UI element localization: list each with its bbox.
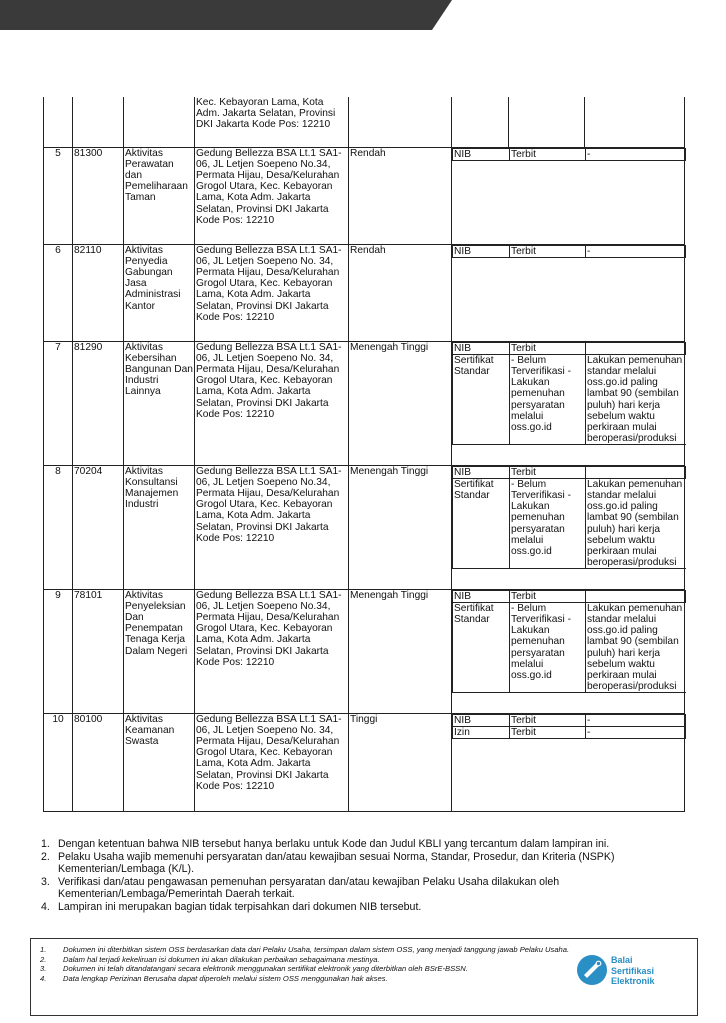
logo-line: Sertifikasi bbox=[611, 965, 655, 976]
kbli-title: Aktivitas Perawatan dan Pemeliharaan Taman bbox=[124, 147, 195, 244]
note-number: 3. bbox=[41, 875, 50, 888]
license-note: Lakukan pemenuhan standar melalui oss.go.id paling lambat 90 (sembilan puluh) hari kerja sebelum waktu perkiraan mulai beroperasi/produksi bbox=[586, 354, 686, 445]
notes-list bbox=[38, 838, 688, 914]
license-cell bbox=[452, 244, 685, 341]
license-note: - bbox=[586, 245, 686, 257]
kbli-code: 81300 bbox=[73, 147, 124, 244]
risk-level: Menengah Tinggi bbox=[349, 465, 452, 589]
kbli-code: 80100 bbox=[73, 713, 124, 811]
license-cell bbox=[452, 713, 685, 811]
license-row bbox=[453, 245, 686, 257]
kbli-title: Aktivitas Konsultansi Manajemen Industri bbox=[124, 465, 195, 589]
table-row bbox=[44, 97, 685, 147]
license-note: Lakukan pemenuhan standar melalui oss.go.id paling lambat 90 (sembilan puluh) hari kerja sebelum waktu perkiraan mulai beroperasi/produksi bbox=[586, 478, 686, 569]
kbli-title: Aktivitas Kebersihan Bangunan Dan Industri Lainnya bbox=[124, 341, 195, 465]
license-note: - bbox=[586, 726, 686, 738]
license-subtable bbox=[452, 590, 686, 694]
row-number: 10 bbox=[44, 713, 73, 811]
license-row bbox=[453, 354, 686, 445]
risk-level: Menengah Tinggi bbox=[349, 341, 452, 465]
license-note bbox=[586, 466, 686, 478]
kbli-title: Aktivitas Keamanan Swasta bbox=[124, 713, 195, 811]
license-type: Sertifikat Standar bbox=[453, 602, 510, 693]
row-number: 5 bbox=[44, 147, 73, 244]
license-note bbox=[586, 342, 686, 354]
row-number: 6 bbox=[44, 244, 73, 341]
footer-item bbox=[31, 955, 583, 965]
license-note: Lakukan pemenuhan standar melalui oss.go.id paling lambat 90 (sembilan puluh) hari kerja sebelum waktu perkiraan mulai beroperasi/produksi bbox=[586, 602, 686, 693]
business-address: Gedung Bellezza BSA Lt.1 SA1-06, JL Letjen Soepeno No. 34, Permata Hijau, Desa/Kelurahan Grogol Utara, Kec. Kebayoran Lama, Kota Adm. Jakarta Selatan, Provinsi DKI Jakarta Kode Pos: 12210 bbox=[195, 713, 349, 811]
footer-number: 2. bbox=[40, 954, 47, 964]
note-item bbox=[38, 851, 688, 876]
bsre-logo-icon bbox=[575, 953, 609, 987]
license-row bbox=[453, 342, 686, 354]
license-subtable bbox=[452, 714, 686, 739]
table-row bbox=[44, 713, 685, 811]
risk-level bbox=[349, 97, 452, 147]
note-number: 2. bbox=[41, 850, 50, 863]
kbli-title: Aktivitas Penyedia Gabungan Jasa Administrasi Kantor bbox=[124, 244, 195, 341]
license-cell bbox=[452, 465, 685, 589]
business-address: Gedung Bellezza BSA Lt.1 SA1-06, JL Letjen Soepeno No.34, Permata Hijau, Desa/Kelurahan Grogol Utara, Kec. Kebayoran Lama, Kota Adm. Jakarta Selatan, Provinsi DKI Jakarta Kode Pos: 12210 bbox=[195, 589, 349, 713]
business-address: Gedung Bellezza BSA Lt.1 SA1-06, JL Letjen Soepeno No. 34, Permata Hijau, Desa/Kelurahan Grogol Utara, Kec. Kebayoran Lama, Kota Adm. Jakarta Selatan, Provinsi DKI Jakarta Kode Pos: 12210 bbox=[195, 341, 349, 465]
license-status: Terbit bbox=[510, 245, 586, 257]
license-subtable bbox=[452, 148, 686, 161]
license-row bbox=[453, 714, 686, 726]
footer-text: Dokumen ini diterbitkan sistem OSS berdasarkan data dari Pelaku Usaha, tersimpan dalam sistem OSS, yang menjadi tanggung jawab Pelaku Usaha. bbox=[63, 945, 570, 954]
license-status: Terbit bbox=[510, 726, 586, 738]
risk-level: Rendah bbox=[349, 147, 452, 244]
license-type: NIB bbox=[453, 342, 510, 354]
row-number: 9 bbox=[44, 589, 73, 713]
license-cell bbox=[452, 147, 685, 244]
logo-line: Elektronik bbox=[611, 976, 655, 986]
license-status: - Belum Terverifikasi - Lakukan pemenuhan persyaratan melalui oss.go.id bbox=[510, 602, 586, 693]
table-row bbox=[44, 465, 685, 589]
business-address: Gedung Bellezza BSA Lt.1 SA1-06, JL Letjen Soepeno No. 34, Permata Hijau, Desa/Kelurahan Grogol Utara, Kec. Kebayoran Lama, Kota Adm. Jakarta Selatan, Provinsi DKI Jakarta Kode Pos: 12210 bbox=[195, 244, 349, 341]
license-subtable bbox=[452, 342, 686, 446]
license-subtable bbox=[452, 245, 686, 258]
license-row bbox=[453, 466, 686, 478]
logo-line: Balai bbox=[611, 955, 633, 965]
table-row bbox=[44, 147, 685, 244]
table-row bbox=[44, 341, 685, 465]
table-row bbox=[44, 244, 685, 341]
license-status bbox=[509, 97, 585, 147]
license-note: - bbox=[586, 148, 686, 160]
risk-level: Tinggi bbox=[349, 713, 452, 811]
license-status: Terbit bbox=[510, 342, 586, 354]
license-type: NIB bbox=[453, 714, 510, 726]
kbli-title bbox=[124, 97, 195, 147]
row-number: 8 bbox=[44, 465, 73, 589]
kbli-code: 82110 bbox=[73, 244, 124, 341]
bsre-logo bbox=[575, 953, 687, 997]
header-banner bbox=[0, 0, 726, 30]
license-row bbox=[453, 590, 686, 602]
risk-level: Menengah Tinggi bbox=[349, 589, 452, 713]
license-type: Izin bbox=[453, 726, 510, 738]
footer-item bbox=[31, 945, 583, 955]
license-cell bbox=[452, 589, 685, 713]
business-address: Gedung Bellezza BSA Lt.1 SA1-06, JL Letjen Soepeno No.34, Permata Hijau, Desa/Kelurahan Grogol Utara, Kec. Kebayoran Lama, Kota Adm. Jakarta Selatan, Provinsi DKI Jakarta Kode Pos: 12210 bbox=[195, 465, 349, 589]
note-number: 4. bbox=[41, 900, 50, 913]
license-status: - Belum Terverifikasi - Lakukan pemenuhan persyaratan melalui oss.go.id bbox=[510, 478, 586, 569]
license-note bbox=[586, 590, 686, 602]
license-type: NIB bbox=[453, 590, 510, 602]
license-type: Sertifikat Standar bbox=[453, 354, 510, 445]
license-type: NIB bbox=[453, 466, 510, 478]
license-status: Terbit bbox=[510, 148, 586, 160]
license-status: Terbit bbox=[510, 466, 586, 478]
footer-number: 3. bbox=[40, 964, 47, 974]
footer-item bbox=[31, 964, 583, 974]
kbli-code: 78101 bbox=[73, 589, 124, 713]
license-row bbox=[453, 478, 686, 569]
license-status: Terbit bbox=[510, 714, 586, 726]
license-row bbox=[453, 726, 686, 738]
bsre-logo-text bbox=[611, 955, 655, 987]
license-status: - Belum Terverifikasi - Lakukan pemenuhan persyaratan melalui oss.go.id bbox=[510, 354, 586, 445]
license-cell bbox=[452, 341, 685, 465]
banner-shape bbox=[0, 0, 452, 30]
note-item bbox=[38, 838, 688, 851]
footer-text: Dokumen ini telah ditandatangani secara elektronik menggunakan sertifikat elektronik yang diterbitkan oleh BSrE-BSSN. bbox=[63, 964, 468, 974]
license-type: NIB bbox=[453, 245, 510, 257]
kbli-code: 81290 bbox=[73, 341, 124, 465]
footer-text: Data lengkap Perizinan Berusaha dapat diperoleh melalui sistem OSS menggunakan hak akses. bbox=[63, 973, 388, 983]
license-subtable bbox=[452, 466, 686, 570]
note-item bbox=[38, 876, 688, 901]
note-item bbox=[38, 901, 688, 914]
license-type: NIB bbox=[453, 148, 510, 160]
business-address: Gedung Bellezza BSA Lt.1 SA1-06, JL Letjen Soepeno No.34, Permata Hijau, Desa/Kelurahan Grogol Utara, Kec. Kebayoran Lama, Kota Adm. Jakarta Selatan, Provinsi DKI Jakarta Kode Pos: 12210 bbox=[195, 147, 349, 244]
license-row bbox=[453, 602, 686, 693]
note-text: Lampiran ini merupakan bagian tidak terpisahkan dari dokumen NIB tersebut. bbox=[58, 900, 422, 913]
license-row bbox=[453, 148, 686, 160]
license-type: Sertifikat Standar bbox=[453, 478, 510, 569]
note-text: Dengan ketentuan bahwa NIB tersebut hanya berlaku untuk Kode dan Judul KBLI yang tercantum dalam lampiran ini. bbox=[58, 838, 610, 850]
business-address: Kec. Kebayoran Lama, Kota Adm. Jakarta Selatan, Provinsi DKI Jakarta Kode Pos: 12210 bbox=[195, 97, 349, 147]
note-text: Pelaku Usaha wajib memenuhi persyaratan dan/atau kewajiban sesuai Norma, Standar, Prosedur, dan Kriteria (NSPK) Kementerian/Lembaga (K/L). bbox=[58, 850, 615, 876]
footer-box bbox=[30, 938, 698, 1016]
kbli-code: 70204 bbox=[73, 465, 124, 589]
footer-number: 4. bbox=[40, 973, 47, 983]
table-row bbox=[44, 589, 685, 713]
license-type bbox=[452, 97, 509, 147]
license-note bbox=[585, 97, 685, 147]
license-status: Terbit bbox=[510, 590, 586, 602]
kbli-title: Aktivitas Penyeleksian Dan Penempatan Tenaga Kerja Dalam Negeri bbox=[124, 589, 195, 713]
footer-number: 1. bbox=[40, 945, 47, 954]
license-note: - bbox=[586, 714, 686, 726]
row-number: 7 bbox=[44, 341, 73, 465]
note-text: Verifikasi dan/atau pengawasan pemenuhan persyaratan dan/atau kewajiban Pelaku Usaha dilakukan oleh Kementerian/Lembaga/Pemerintah Daerah terkait. bbox=[58, 875, 560, 901]
kbli-code bbox=[73, 97, 124, 147]
risk-level: Rendah bbox=[349, 244, 452, 341]
kbli-table bbox=[43, 97, 685, 812]
footer-item bbox=[31, 974, 583, 984]
row-number bbox=[44, 97, 73, 147]
footer-text: Dalam hal terjadi kekeliruan isi dokumen ini akan dilakukan perbaikan sebagaimana mestinya. bbox=[63, 954, 380, 964]
note-number: 1. bbox=[41, 838, 50, 850]
